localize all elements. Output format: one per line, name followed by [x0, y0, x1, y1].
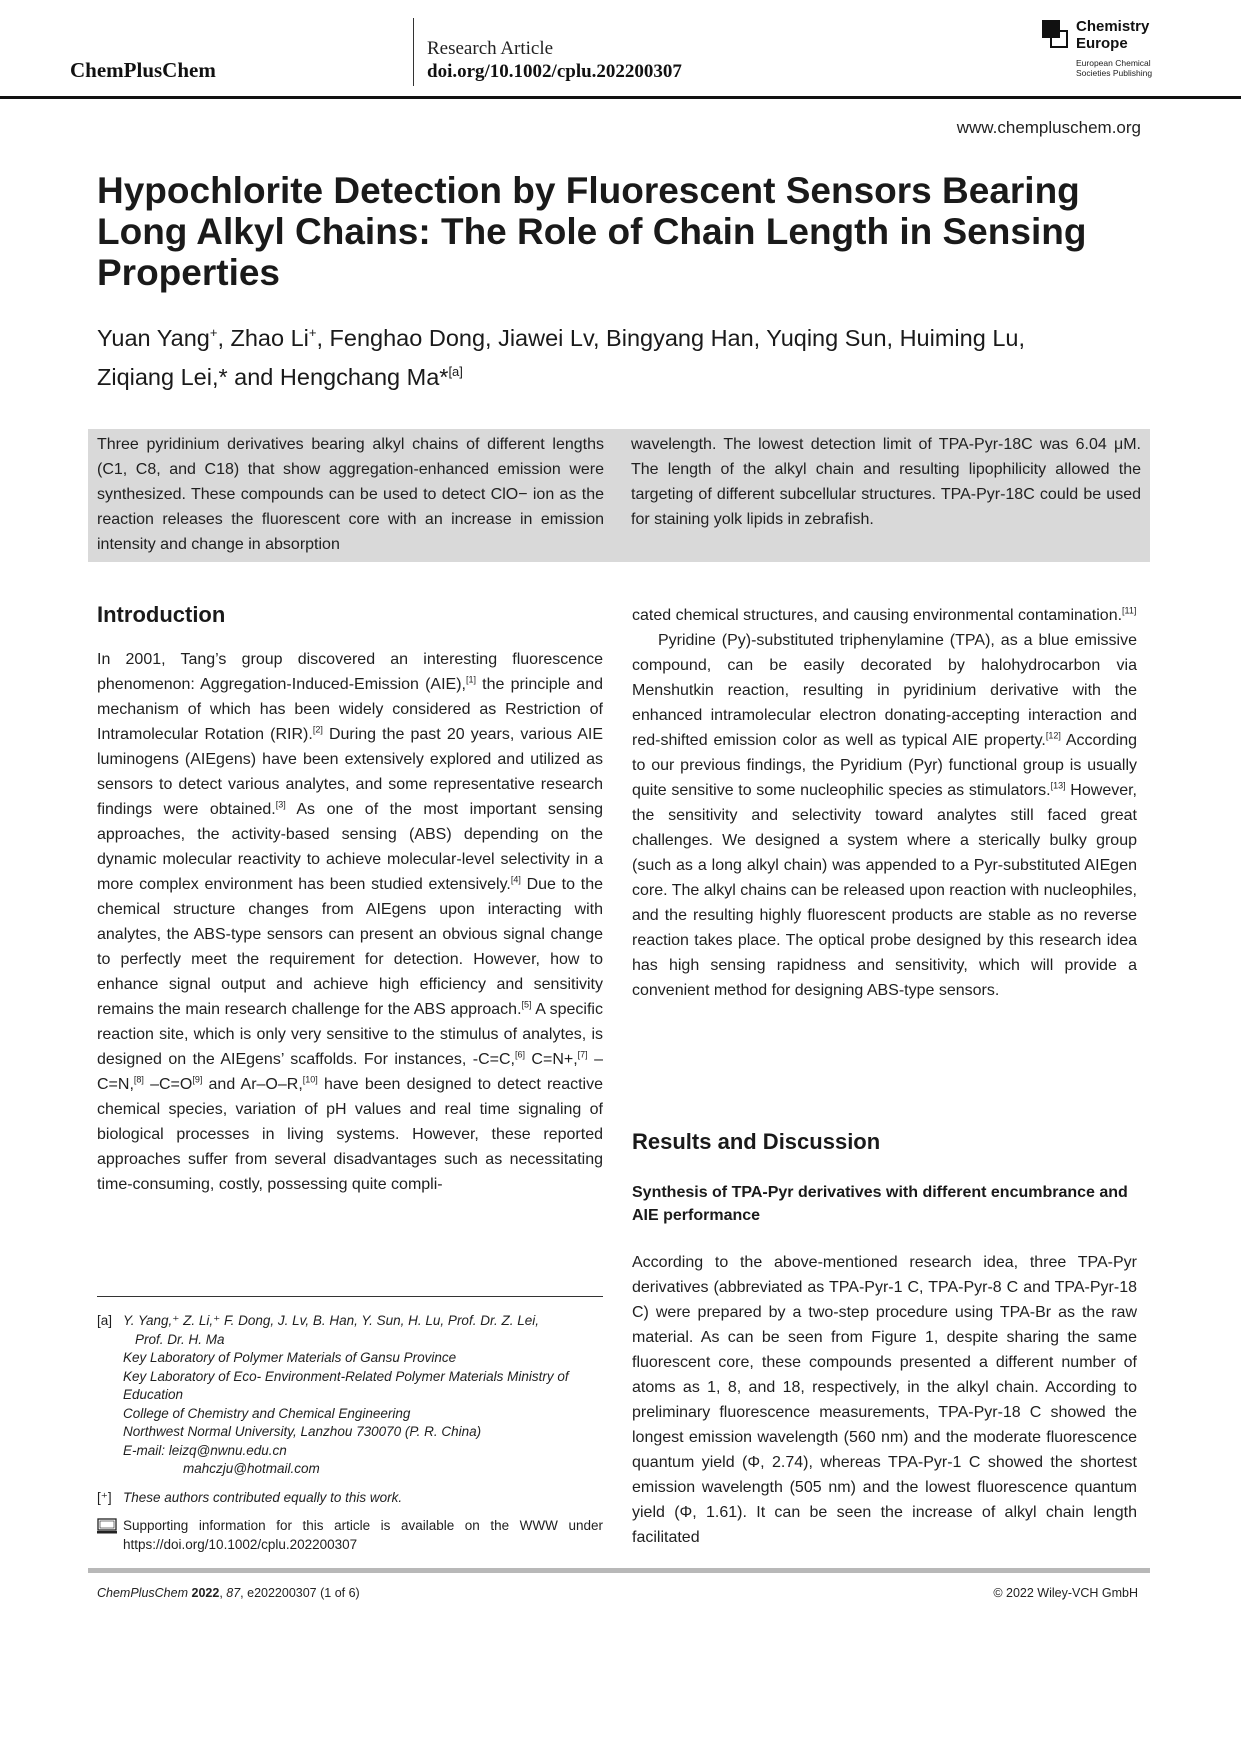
article-type: Research Article: [427, 38, 554, 59]
intro-text-i: –C=O: [143, 1076, 193, 1093]
affiliation-college: College of Chemistry and Chemical Engineering: [123, 1405, 411, 1421]
introduction-body: [97, 647, 603, 1197]
ref-5[interactable]: [5]: [521, 999, 532, 1010]
introduction-heading: Introduction: [97, 602, 226, 627]
right-text-b: According to our previous findings, the Pyridium (Pyr) functional group is usually quite sensitive to some nucleophilic species as stimulators.: [632, 732, 1137, 799]
logo-sub-line1: European Chemical: [1076, 58, 1151, 68]
right-column-body: [632, 603, 1137, 1003]
intro-text-a: In 2001, Tang’s group discovered an interesting fluorescence phenomenon: Aggregation-Induced-Emission (AIE),: [97, 651, 603, 693]
footer-year: 2022: [191, 1586, 220, 1600]
author-li: Zhao Li: [230, 324, 309, 351]
equal-contribution-text: These authors contributed equally to this work.: [123, 1489, 403, 1505]
intro-text-j: and Ar–O–R,: [202, 1076, 303, 1093]
affiliation-email-2[interactable]: mahczju@hotmail.com: [183, 1461, 320, 1476]
affiliation-email-1[interactable]: E-mail: leizq@nwnu.edu.cn: [123, 1442, 287, 1458]
header-separator: [413, 18, 414, 86]
affiliation-lab-1: Key Laboratory of Polymer Materials of Gansu Province: [123, 1350, 457, 1365]
intro-text-e: Due to the chemical structure changes from AIEgens upon interacting with analytes, the ABS-type sensors can present an obvious signal change to perfectly meet the requirement for detection. However, how to enhance signal output and achieve high efficiency and sensitivity remains the main research challenge for the ABS approach.: [97, 876, 604, 1018]
ref-13[interactable]: [13]: [1050, 780, 1066, 791]
affiliation-lab-2: Key Laboratory of Eco- Environment-Related Polymer Materials Ministry of: [123, 1368, 569, 1384]
abstract-box: [88, 429, 1150, 562]
ref-1[interactable]: [1]: [465, 674, 476, 685]
doi-link[interactable]: doi.org/10.1002/cplu.202200307: [427, 61, 682, 82]
abstract-right: wavelength. The lowest detection limit of TPA-Pyr-18C was 6.04 μM. The length of the alkyl chain and resulting lipophilicity allowed the targeting of different subcellular structures. TPA-Pyr-18C could be used for staining yolk lipids in zebrafish.: [631, 436, 1141, 528]
ref-11[interactable]: [11]: [1122, 605, 1137, 616]
ref-9[interactable]: [9]: [192, 1074, 203, 1085]
website-link[interactable]: www.chempluschem.org: [956, 118, 1141, 137]
ref-12[interactable]: [12]: [1045, 730, 1061, 741]
affiliation-names: Y. Yang,⁺ Z. Li,⁺ F. Dong, J. Lv, B. Han, Y. Sun, H. Lu, Prof. Dr. Z. Lei,: [123, 1313, 539, 1328]
affiliation-names-2: Prof. Dr. H. Ma: [135, 1331, 225, 1347]
footer-citation: ChemPlusChem 2022, 87, e202200307 (1 of 6): [97, 1586, 360, 1600]
equal-contribution-footnote-mark: [⁺]: [97, 1489, 112, 1505]
author-yang: Yuan Yang: [97, 324, 210, 351]
author-list: Yuan Yang+, Zhao Li+, Fenghao Dong, Jiawei Lv, Bingyang Han, Yuqing Sun, Huiming Lu, Ziqiang Lei,* and Hengchang Ma*[a]: [97, 324, 1025, 390]
footer-pages: , e202200307 (1 of 6): [240, 1586, 360, 1600]
ref-4[interactable]: [4]: [510, 874, 521, 885]
ref-10[interactable]: [10]: [302, 1074, 318, 1085]
computer-monitor-icon: [97, 1518, 117, 1534]
right-text-a: Pyridine (Py)-substituted triphenylamine (TPA), as a blue emissive compound, can be easily decorated by halohydrocarbon via Menshutkin reaction, resulting in pyridinium derivative with the enhanced intramolecular electron donating-accepting interaction and red-shifted emission color as well as typical AIE property.: [632, 632, 1137, 749]
affiliation-university: Northwest Normal University, Lanzhou 730070 (P. R. China): [123, 1424, 482, 1439]
footer-copyright: © 2022 Wiley-VCH GmbH: [993, 1586, 1138, 1600]
logo-subtitle: [1076, 58, 1152, 78]
affiliation-footnote: [97, 1312, 603, 1479]
intro-text-f: A specific reaction site, which is only very sensitive to the stimulus of analytes, is designed on the AIEgens’ scaffolds. For instances, -C=C,: [97, 1001, 603, 1068]
abstract-left: Three pyridinium derivatives bearing alkyl chains of different lengths (C1, C8, and C18) that show aggregation-enhanced emission were synthesized. These compounds can be used to detect ClO− ion as the reaction releases the fluorescent core with an increase in emission intensity and change in absorption: [97, 436, 604, 553]
intro-text-g: C=N+,: [525, 1051, 578, 1068]
logo-name-line1: Chemistry: [1076, 18, 1150, 35]
intro-text-h: –C=N,: [97, 1051, 603, 1093]
right-paragraph-2: [632, 628, 1137, 1003]
supporting-info-footnote: [97, 1517, 603, 1554]
intro-text-b: the principle and mechanism of which has been widely considered as Restriction of Intramolecular Rotation (RIR).: [97, 676, 604, 743]
authors-rest: , Fenghao Dong, Jiawei Lv, Bingyang Han, Yuqing Sun, Huiming Lu,: [316, 324, 1025, 351]
logo-name: [1076, 18, 1149, 52]
footnotes: [97, 1312, 603, 1554]
affiliation-mark: [a]: [448, 363, 463, 379]
equal-contribution-mark: +: [209, 325, 218, 340]
footer-rule: [88, 1568, 1150, 1573]
ref-6[interactable]: [6]: [515, 1049, 526, 1060]
ref-2[interactable]: [2]: [312, 724, 323, 735]
right-text-cont: cated chemical structures, and causing environmental contamination.: [632, 607, 1123, 624]
results-body: [632, 1250, 1137, 1550]
article-title: Hypochlorite Detection by Fluorescent Sensors Bearing Long Alkyl Chains: The Role of Chain Length in Sensing Properties: [97, 170, 1087, 293]
ref-7[interactable]: [7]: [577, 1049, 588, 1060]
chemistry-europe-logo: [1042, 18, 1172, 84]
right-text-c: However, the sensitivity and selectivity toward analytes still faced great challenges. We designed a system where a sterically bulky group (such as a long alkyl chain) was appended to a Pyr-substituted AIEgen core. The alkyl chains can be released upon reaction with nucleophiles, and the resulting highly fluorescent products are stable as no reverse reaction takes place. The optical probe designed by this research idea has high sensing rapidness and sensitivity, which will provide a convenient method for designing ABS-type sensors.: [632, 782, 1137, 999]
logo-sub-line2: Societies Publishing: [1076, 68, 1153, 78]
intro-text-k: have been designed to detect reactive chemical species, variation of pH values and real time signaling of biological processes in living systems. However, these reported approaches suffer from several disadvantages such as necessitating time-consuming, costly, possessing quite compli-: [97, 1076, 604, 1193]
results-heading: Results and Discussion: [632, 1129, 881, 1154]
journal-name: ChemPlusChem: [70, 58, 216, 82]
ref-3[interactable]: [3]: [275, 799, 286, 810]
supporting-info-text: Supporting information for this article is available on the WWW under https://doi.org/10.1002/cplu.202200307: [123, 1518, 603, 1552]
footer-volume: 87: [226, 1586, 241, 1600]
equal-contribution-footnote: [97, 1489, 603, 1508]
intro-text-d: As one of the most important sensing approaches, the activity-based sensing (ABS) depending on the dynamic molecular reactivity to achieve molecular-level selectivity in a more complex environment has been studied extensively.: [97, 801, 603, 893]
header-rule: [0, 96, 1241, 99]
right-paragraph-continued: [632, 603, 1137, 628]
equal-contribution-mark-2: +: [308, 325, 317, 340]
intro-text-c: During the past 20 years, various AIE luminogens (AIEgens) have been extensively explored and utilized as sensors to detect various analytes, and some representative research findings were obtained.: [97, 726, 603, 818]
footnote-rule: [97, 1296, 603, 1297]
ref-8[interactable]: [8]: [133, 1074, 144, 1085]
affiliation-footnote-mark: [a]: [97, 1313, 113, 1328]
intro-paragraph: [97, 647, 603, 1197]
footer-journal: ChemPlusChem: [97, 1586, 189, 1600]
results-subheading: Synthesis of TPA-Pyr derivatives with different encumbrance and AIE performance: [632, 1184, 1128, 1224]
affiliation-lab-2b: Education: [123, 1387, 184, 1402]
chemistry-europe-logo-icon: [1042, 20, 1070, 50]
authors-corresponding: Ziqiang Lei,* and Hengchang Ma*: [97, 363, 449, 390]
results-paragraph: According to the above-mentioned research idea, three TPA-Pyr derivatives (abbreviated as TPA-Pyr-1 C, TPA-Pyr-8 C and TPA-Pyr-18 C) were prepared by a two-step procedure using TPA-Br as the raw material. As can be seen from Figure 1, despite sharing the same fluorescent core, these compounds presented a different number of atoms as 1, 8, and 18, respectively, in the alkyl chain. According to preliminary fluorescence measurements, TPA-Pyr-18 C showed the longest emission wavelength (560 nm) and the moderate fluorescence quantum yield (Φ, 2.74), whereas TPA-Pyr-1 C showed the shortest emission wavelength (505 nm) and the lowest fluorescence quantum yield (Φ, 1.61). It can be seen the increase of alkyl chain length facilitated: [632, 1254, 1137, 1546]
logo-name-line2: Europe: [1076, 35, 1128, 52]
